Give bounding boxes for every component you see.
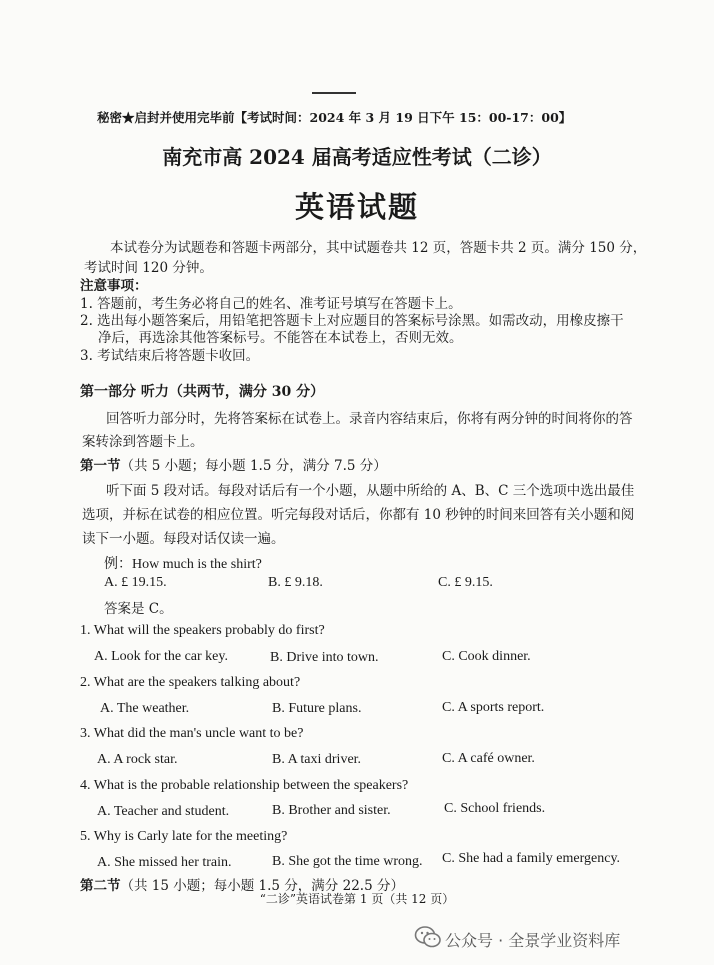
subject-title: 英语试题 <box>294 190 419 224</box>
question-1-option-a: A. Look for the car key. <box>94 649 228 664</box>
part1-desc-2: 案转涂到答题卡上。 <box>82 434 204 450</box>
section1-desc-3: 读下一小题。每段对话仅读一遍。 <box>82 531 285 547</box>
section1-desc-2: 选项，并标在试卷的相应位置。听完每段对话后，你都有 10 秒钟的时间来回答有关小题和阅 <box>82 507 635 523</box>
section1-heading-scoring: （共 5 小题；每小题 1.5 分，满分 7.5 分） <box>120 458 387 474</box>
confidential-header: 秘密★启封并使用完毕前【考试时间：2024 年 3 月 19 日下午 15：00-17：00】 <box>97 110 572 125</box>
question-3-option-a: A. A rock star. <box>97 752 178 767</box>
notes-item-3: 3. 考试结束后将答题卡收回。 <box>80 348 260 364</box>
section2-heading-label: 第二节 <box>80 878 121 894</box>
example-option-a: A. £ 19.15. <box>104 575 167 590</box>
notes-heading: 注意事项： <box>80 278 148 294</box>
question-2-option-c: C. A sports report. <box>442 700 545 715</box>
page-footer: “二诊”英语试卷第 1 页（共 12 页） <box>259 892 455 906</box>
question-1-option-c: C. Cook dinner. <box>442 649 531 664</box>
top-divider-line <box>312 92 356 94</box>
question-2: 2. What are the speakers talking about? <box>80 675 301 690</box>
question-1: 1. What will the speakers probably do first? <box>80 623 325 638</box>
notes-item-1: 1. 答题前，考生务必将自己的姓名、准考证号填写在答题卡上。 <box>80 296 462 312</box>
notes-item-2: 2. 选出每小题答案后，用铅笔把答题卡上对应题目的答案标号涂黑。如需改动，用橡皮擦干 <box>80 313 624 329</box>
question-3: 3. What did the man's uncle want to be? <box>80 726 304 741</box>
question-4-option-a: A. Teacher and student. <box>97 804 230 819</box>
question-4-option-c: C. School friends. <box>444 801 546 816</box>
notes-item-2-cont: 净后，再选涂其他答案标号。不能答在本试卷上，否则无效。 <box>98 330 463 346</box>
intro-line-1: 本试卷分为试题卷和答题卡两部分，其中试题卷共 12 页，答题卡共 2 页。满分 150 分， <box>110 240 647 256</box>
example-option-c: C. £ 9.15. <box>438 575 493 590</box>
example-answer: 答案是 C。 <box>104 601 173 617</box>
question-5-option-b: B. She got the time wrong. <box>272 854 423 869</box>
section1-desc-1: 听下面 5 段对话。每段对话后有一个小题，从题中所给的 A、B、C 三个选项中选出最佳 <box>106 483 635 499</box>
exam-title: 南充市高 2024 届高考适应性考试（二诊） <box>162 145 552 169</box>
question-2-option-a: A. The weather. <box>100 701 190 716</box>
question-4: 4. What is the probable relationship between the speakers? <box>80 778 409 793</box>
question-4-option-b: B. Brother and sister. <box>272 803 391 818</box>
example-option-b: B. £ 9.18. <box>268 575 323 590</box>
question-3-option-c: C. A café owner. <box>442 751 535 766</box>
question-2-option-b: B. Future plans. <box>272 701 362 716</box>
watermark-text: 公众号 · 全景学业资料库 <box>445 931 621 950</box>
example-question: 例：How much is the shirt? <box>104 557 262 572</box>
part1-heading: 第一部分 听力（共两节，满分 30 分） <box>80 384 325 400</box>
section1-heading <box>80 454 387 474</box>
question-3-option-b: B. A taxi driver. <box>272 752 362 767</box>
question-5-option-c: C. She had a family emergency. <box>442 851 621 866</box>
part1-desc-1: 回答听力部分时，先将答案标在试卷上。录音内容结束后，你将有两分钟的时间将你的答 <box>106 411 633 427</box>
question-1-option-b: B. Drive into town. <box>270 650 379 665</box>
section2-heading-scoring: （共 15 小题；每小题 1.5 分，满分 22.5 分） <box>120 878 404 894</box>
question-5-option-a: A. She missed her train. <box>97 855 232 870</box>
wechat-icon <box>414 924 442 950</box>
section1-heading-label: 第一节 <box>80 458 121 474</box>
question-5: 5. Why is Carly late for the meeting? <box>80 829 288 844</box>
intro-line-2: 考试时间 120 分钟。 <box>84 260 213 276</box>
